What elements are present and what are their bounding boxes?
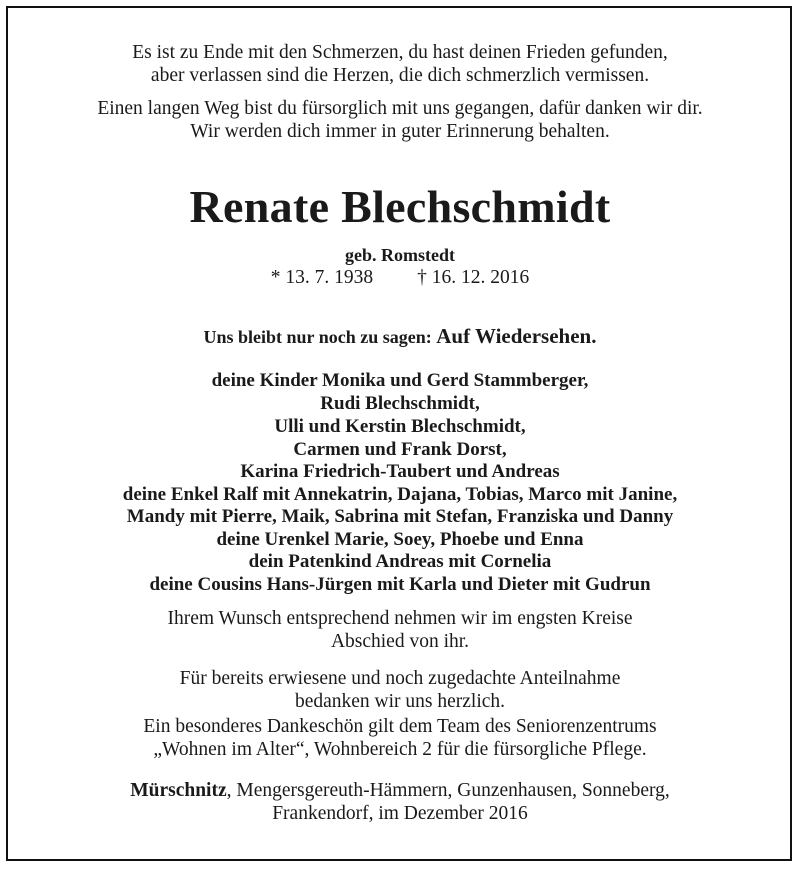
thanks-line: Ein besonderes Dankeschön gilt dem Team des Seniorenzentrums xyxy=(143,716,657,737)
place-rest: , Mengersgereuth-Hämmern, Gunzenhausen, Sonneberg, xyxy=(226,780,670,801)
place-date-line: Frankendorf, im Dezember 2016 xyxy=(272,803,528,824)
mourner-line: deine Enkel Ralf mit Annekatrin, Dajana, Tobias, Marco mit Janine, xyxy=(122,484,678,505)
verse-line: aber verlassen sind die Herzen, die dich schmerzlich vermissen. xyxy=(150,65,650,86)
motto-lead: Uns bleibt nur noch zu sagen: xyxy=(203,327,437,347)
mourner-line: Ulli und Kerstin Blechschmidt, xyxy=(274,416,526,437)
thanks-line: „Wohnen im Alter“, Wohnbereich 2 für die fürsorgliche Pflege. xyxy=(153,739,647,760)
mourner-line: Mandy mit Pierre, Maik, Sabrina mit Stefan, Franziska und Danny xyxy=(126,506,674,527)
notice-line: Abschied von ihr. xyxy=(330,631,470,652)
verse-line: Einen langen Weg bist du fürsorglich mit uns gegangen, dafür danken wir dir. xyxy=(97,98,703,119)
mourner-line: Karina Friedrich-Taubert und Andreas xyxy=(240,461,560,482)
death-date: † 16. 12. 2016 xyxy=(417,267,530,288)
mourner-line: Carmen und Frank Dorst, xyxy=(293,439,507,460)
thanks-line: bedanken wir uns herzlich. xyxy=(294,691,506,712)
verse-line: Wir werden dich immer in guter Erinnerung behalten. xyxy=(190,121,610,142)
mourner-line: dein Patenkind Andreas mit Cornelia xyxy=(248,551,552,572)
motto-emphasis: Auf Wiedersehen. xyxy=(436,324,597,348)
mourner-line: deine Cousins Hans-Jürgen mit Karla und Dieter mit Gudrun xyxy=(149,574,651,595)
thanks-line: Für bereits erwiesene und noch zugedachte Anteilnahme xyxy=(179,668,621,689)
birth-date: * 13. 7. 1938 xyxy=(270,267,374,288)
place-main: Mürschnitz xyxy=(130,780,227,801)
mourner-line: deine Kinder Monika und Gerd Stammberger, xyxy=(211,370,589,391)
life-dates xyxy=(0,267,800,289)
verse-line: Es ist zu Ende mit den Schmerzen, du hast deinen Frieden gefunden, xyxy=(132,42,668,63)
birth-name: geb. Romstedt xyxy=(345,245,455,265)
farewell-motto xyxy=(0,324,800,349)
mourner-line: deine Urenkel Marie, Soey, Phoebe und Enna xyxy=(216,529,584,550)
mourner-line: Rudi Blechschmidt, xyxy=(320,393,480,414)
notice-line: Ihrem Wunsch entsprechend nehmen wir im engsten Kreise xyxy=(167,608,633,629)
deceased-name: Renate Blechschmidt xyxy=(189,181,611,232)
place-line xyxy=(0,780,800,802)
